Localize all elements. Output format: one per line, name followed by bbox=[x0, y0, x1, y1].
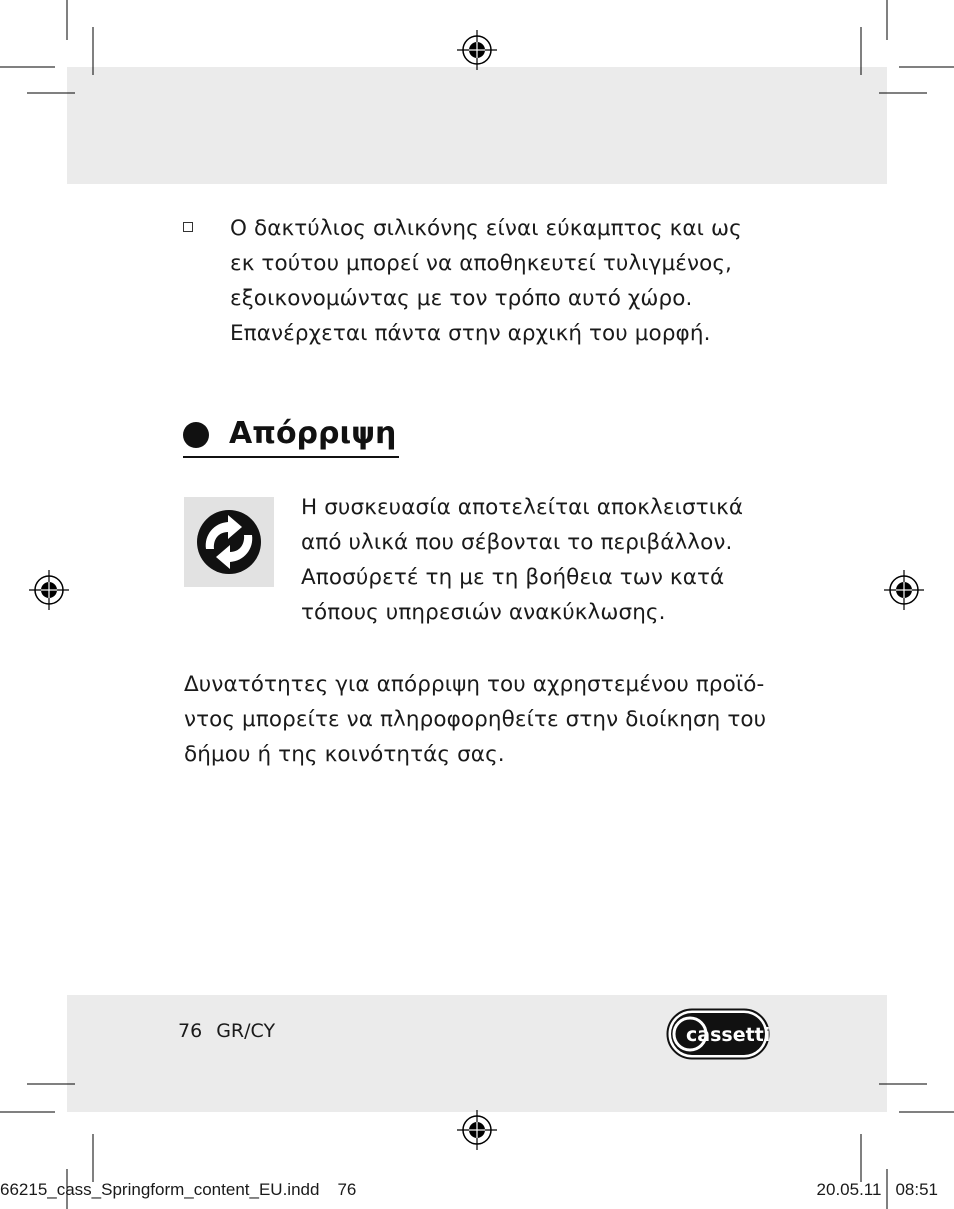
slug-date: 20.05.11 bbox=[816, 1180, 882, 1199]
registration-mark-bottom bbox=[457, 1110, 497, 1150]
packaging-paragraph bbox=[301, 490, 801, 630]
section-bullet-icon bbox=[183, 422, 209, 448]
bullet-square-icon bbox=[183, 222, 193, 232]
print-slug-timestamp bbox=[803, 1179, 938, 1201]
slug-filename: 66215_cass_Springform_content_EU.indd bbox=[0, 1180, 320, 1199]
paragraph-line: δήμου ή της κοινότητάς σας. bbox=[184, 742, 505, 767]
disposal-paragraph bbox=[184, 667, 804, 772]
page-number: 76 bbox=[178, 1020, 203, 1042]
brand-name: cassetti bbox=[686, 1024, 770, 1046]
registration-mark-right bbox=[884, 570, 924, 610]
paragraph-line: τόπους υπηρεσιών ανακύκλωσης. bbox=[301, 600, 666, 625]
recycle-icon bbox=[184, 497, 274, 587]
paragraph-line: εξοικονομώντας με τον τρόπο αυτό χώρο. bbox=[230, 286, 693, 311]
slug-time: 08:51 bbox=[895, 1180, 938, 1199]
paragraph-line: Επανέρχεται πάντα στην αρχική του μορφή. bbox=[230, 321, 711, 346]
paragraph-line: από υλικά που σέβονται το περιβάλλον. bbox=[301, 530, 733, 555]
paragraph-line: ντος μπορείτε να πληροφορηθείτε στην διοίκηση του bbox=[184, 707, 767, 732]
paragraph-line: εκ τούτου μπορεί να αποθηκευτεί τυλιγμένος, bbox=[230, 251, 732, 276]
slug-page: 76 bbox=[337, 1180, 357, 1199]
page-footer bbox=[178, 1017, 289, 1045]
bullet-paragraph bbox=[230, 211, 790, 351]
print-slug-file bbox=[0, 1179, 374, 1201]
paragraph-line: Αποσύρετέ τη με τη βοήθεια των κατά bbox=[301, 565, 725, 590]
cassetti-logo bbox=[666, 1008, 770, 1060]
paragraph-line: Η συσκευασία αποτελείται αποκλειστικά bbox=[301, 495, 744, 520]
paragraph-line: Δυνατότητες για απόρριψη του αχρηστεμένου προϊό- bbox=[184, 672, 765, 697]
region-code: GR/CY bbox=[216, 1020, 276, 1042]
paragraph-line: Ο δακτύλιος σιλικόνης είναι εύκαμπτος και ως bbox=[230, 216, 742, 241]
registration-mark-top bbox=[457, 30, 497, 70]
registration-mark-left bbox=[29, 570, 69, 610]
section-underline bbox=[183, 456, 399, 458]
section-title: Απόρριψη bbox=[229, 416, 397, 451]
